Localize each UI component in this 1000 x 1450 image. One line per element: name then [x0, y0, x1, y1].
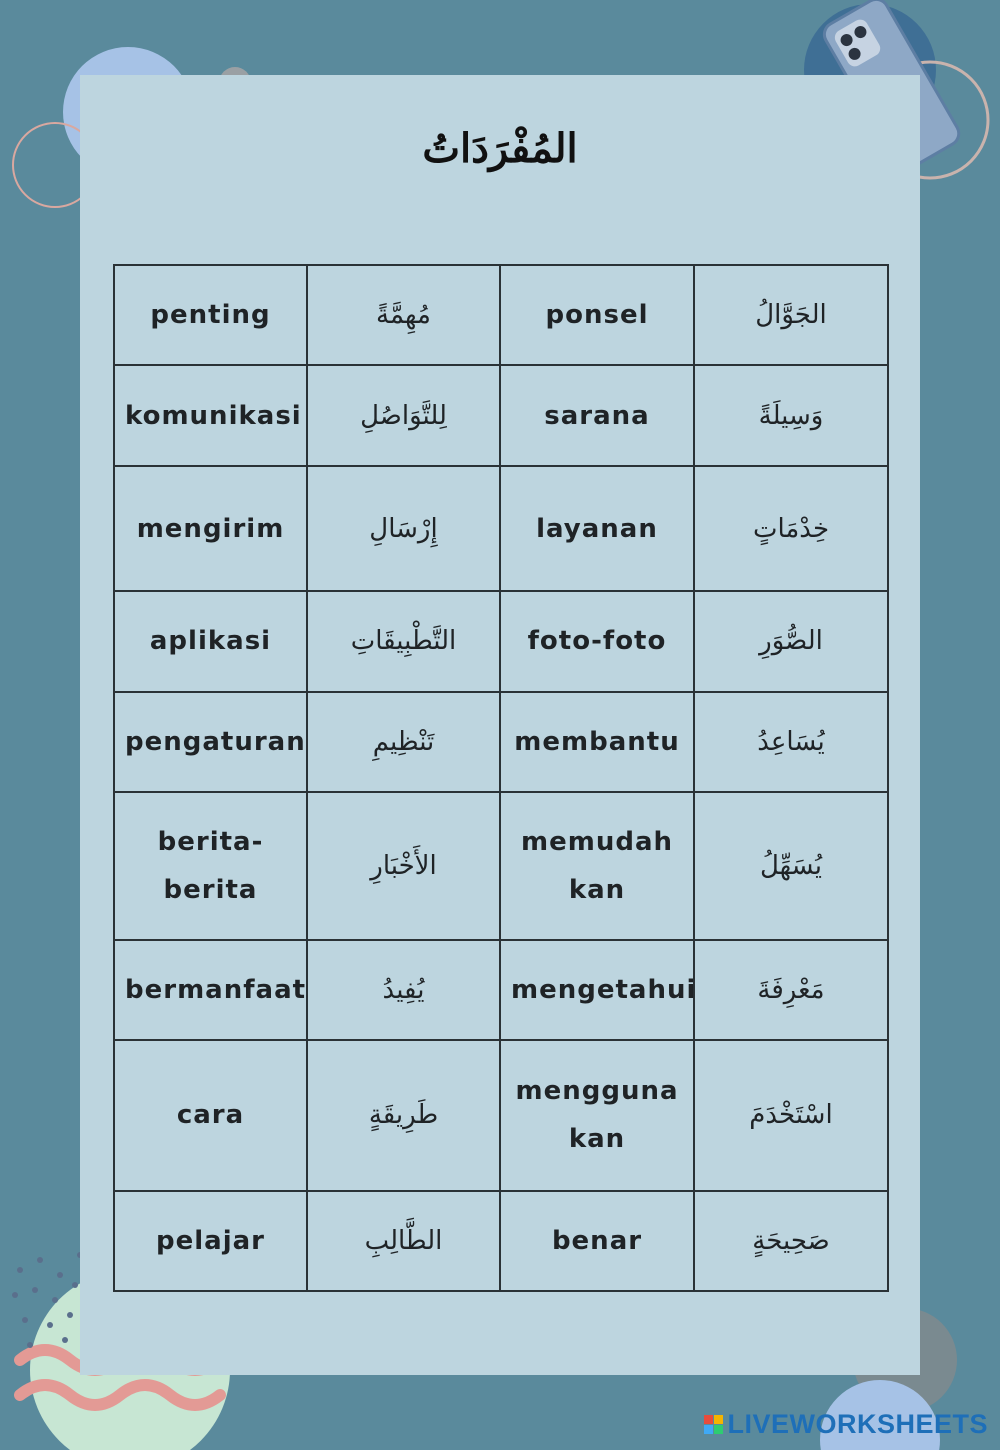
arabic-word-cell: وَسِيلَةً	[694, 365, 888, 465]
indonesian-word-cell: berita- berita	[114, 792, 307, 940]
arabic-word-cell: التَّطْبِيقَاتِ	[307, 591, 500, 691]
table-row	[114, 940, 888, 1040]
table-row	[114, 466, 888, 591]
indonesian-word-cell: cara	[114, 1040, 307, 1191]
indonesian-word-cell: benar	[500, 1191, 694, 1291]
page-title: المُفْرَدَاتُ	[422, 125, 578, 172]
indonesian-word-cell: sarana	[500, 365, 694, 465]
arabic-word-cell: صَحِيحَةٍ	[694, 1191, 888, 1291]
indonesian-word-cell: komunikasi	[114, 365, 307, 465]
watermark	[704, 1409, 988, 1440]
arabic-word-cell: يُفِيدُ	[307, 940, 500, 1040]
table-row	[114, 591, 888, 691]
table-row	[114, 265, 888, 365]
arabic-word-cell: لِلتَّوَاصُلِ	[307, 365, 500, 465]
indonesian-word-cell: foto-foto	[500, 591, 694, 691]
arabic-word-cell: يُسَهِّلُ	[694, 792, 888, 940]
watermark-text: LIVEWORKSHEETS	[727, 1409, 988, 1439]
arabic-word-cell: الصُّوَرِ	[694, 591, 888, 691]
arabic-word-cell: الأَخْبَارِ	[307, 792, 500, 940]
indonesian-word-cell: mengguna kan	[500, 1040, 694, 1191]
indonesian-word-cell: pengaturan	[114, 692, 307, 792]
arabic-word-cell: يُسَاعِدُ	[694, 692, 888, 792]
table-row	[114, 1191, 888, 1291]
table-row	[114, 792, 888, 940]
arabic-word-cell: الطَّالِبِ	[307, 1191, 500, 1291]
liveworksheets-logo-icon	[704, 1415, 723, 1434]
indonesian-word-cell: mengetahui	[500, 940, 694, 1040]
vocabulary-table	[113, 264, 889, 1292]
arabic-word-cell: طَرِيقَةٍ	[307, 1040, 500, 1191]
table-row	[114, 692, 888, 792]
indonesian-word-cell: bermanfaat	[114, 940, 307, 1040]
arabic-word-cell: مُهِمَّةً	[307, 265, 500, 365]
arabic-word-cell: إِرْسَالِ	[307, 466, 500, 591]
arabic-word-cell: الجَوَّالُ	[694, 265, 888, 365]
arabic-word-cell: تَنْظِيمِ	[307, 692, 500, 792]
arabic-word-cell: اسْتَخْدَمَ	[694, 1040, 888, 1191]
indonesian-word-cell: mengirim	[114, 466, 307, 591]
indonesian-word-cell: penting	[114, 265, 307, 365]
table-row	[114, 365, 888, 465]
indonesian-word-cell: memudah kan	[500, 792, 694, 940]
indonesian-word-cell: pelajar	[114, 1191, 307, 1291]
indonesian-word-cell: layanan	[500, 466, 694, 591]
arabic-word-cell: مَعْرِفَةَ	[694, 940, 888, 1040]
table-row	[114, 1040, 888, 1191]
arabic-word-cell: خِدْمَاتٍ	[694, 466, 888, 591]
indonesian-word-cell: ponsel	[500, 265, 694, 365]
indonesian-word-cell: membantu	[500, 692, 694, 792]
indonesian-word-cell: aplikasi	[114, 591, 307, 691]
